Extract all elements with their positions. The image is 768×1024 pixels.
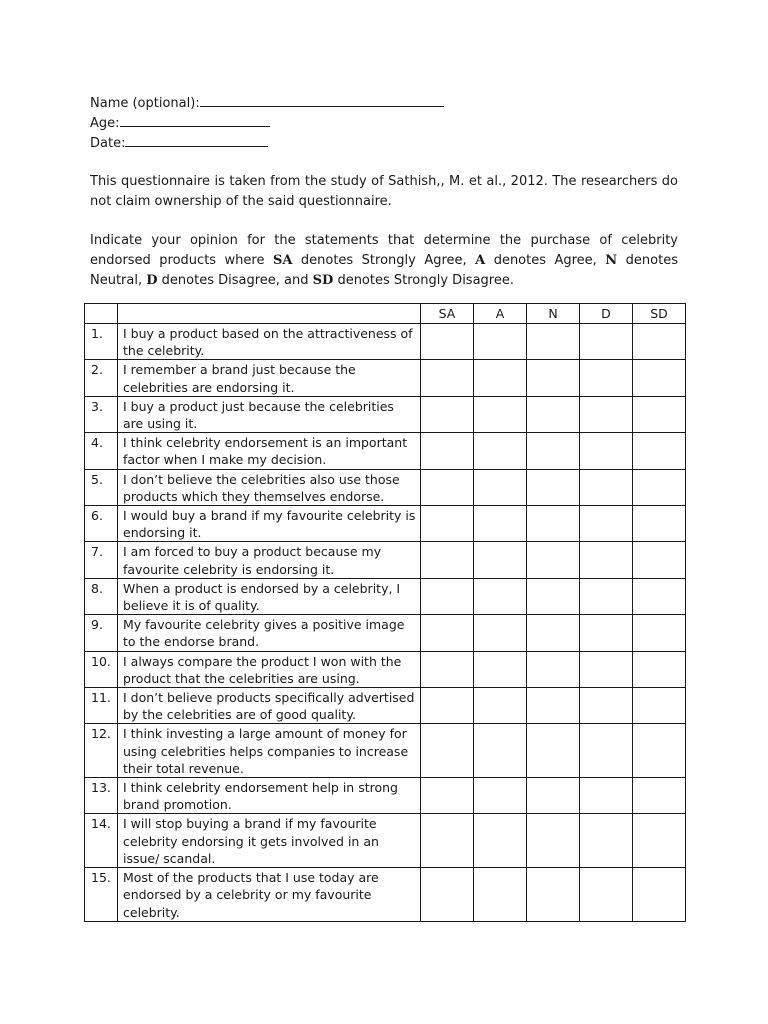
instructions-paragraph: [90, 231, 678, 291]
response-cell-sa[interactable]: [421, 542, 474, 578]
name-blank[interactable]: [200, 92, 444, 107]
statement-number: 12.: [85, 724, 118, 778]
column-header-sa: SA: [421, 304, 474, 324]
table-header-row: [85, 304, 686, 324]
response-cell-d[interactable]: [580, 724, 633, 778]
response-cell-sa[interactable]: [421, 868, 474, 922]
response-cell-sd[interactable]: [633, 360, 686, 396]
response-cell-a[interactable]: [474, 651, 527, 687]
table-row: [85, 688, 686, 724]
response-cell-a[interactable]: [474, 615, 527, 651]
response-cell-sd[interactable]: [633, 814, 686, 868]
statement-text: I don’t believe the celebrities also use those products which they themselves endorse.: [118, 469, 421, 505]
instruction-text: Indicate your opinion for the statements that determine the purchase of celebrity endorsed products where: [90, 233, 678, 268]
response-cell-a[interactable]: [474, 542, 527, 578]
date-blank[interactable]: [125, 132, 268, 147]
instruction-text: denotes Strongly Disagree.: [333, 273, 514, 288]
response-cell-n[interactable]: [527, 469, 580, 505]
column-header-n: N: [527, 304, 580, 324]
response-cell-sd[interactable]: [633, 542, 686, 578]
response-cell-n[interactable]: [527, 433, 580, 469]
abbreviation-bold: D: [146, 273, 158, 288]
response-cell-n[interactable]: [527, 506, 580, 542]
response-cell-d[interactable]: [580, 578, 633, 614]
response-cell-d[interactable]: [580, 469, 633, 505]
response-cell-n[interactable]: [527, 651, 580, 687]
statement-number: 13.: [85, 778, 118, 814]
response-cell-sa[interactable]: [421, 615, 474, 651]
response-cell-a[interactable]: [474, 868, 527, 922]
response-cell-a[interactable]: [474, 578, 527, 614]
response-cell-sa[interactable]: [421, 360, 474, 396]
statement-text: When a product is endorsed by a celebrity, I believe it is of quality.: [118, 578, 421, 614]
statement-number: 6.: [85, 506, 118, 542]
statement-number: 5.: [85, 469, 118, 505]
table-row: [85, 506, 686, 542]
column-header-d: D: [580, 304, 633, 324]
table-row: [85, 778, 686, 814]
statement-text: I buy a product just because the celebrities are using it.: [118, 396, 421, 432]
response-cell-n[interactable]: [527, 578, 580, 614]
response-cell-n[interactable]: [527, 542, 580, 578]
response-cell-sd[interactable]: [633, 324, 686, 360]
response-cell-d[interactable]: [580, 324, 633, 360]
response-cell-d[interactable]: [580, 433, 633, 469]
response-cell-d[interactable]: [580, 396, 633, 432]
response-cell-a[interactable]: [474, 469, 527, 505]
statement-text: I will stop buying a brand if my favourite celebrity endorsing it gets involved in an issue/ scandal.: [118, 814, 421, 868]
response-cell-sa[interactable]: [421, 433, 474, 469]
survey-table: [84, 303, 686, 922]
response-cell-d[interactable]: [580, 506, 633, 542]
date-field: [90, 132, 268, 154]
table-row: [85, 651, 686, 687]
response-cell-d[interactable]: [580, 360, 633, 396]
statement-number: 15.: [85, 868, 118, 922]
response-cell-sa[interactable]: [421, 651, 474, 687]
response-cell-a[interactable]: [474, 506, 527, 542]
response-cell-d[interactable]: [580, 778, 633, 814]
response-cell-sd[interactable]: [633, 688, 686, 724]
response-cell-sd[interactable]: [633, 651, 686, 687]
statement-number: 7.: [85, 542, 118, 578]
abbreviation-bold: SA: [272, 253, 293, 268]
response-cell-d[interactable]: [580, 615, 633, 651]
statement-number: 9.: [85, 615, 118, 651]
response-cell-d[interactable]: [580, 814, 633, 868]
response-cell-a[interactable]: [474, 724, 527, 778]
response-cell-sd[interactable]: [633, 868, 686, 922]
table-row: [85, 615, 686, 651]
response-cell-sa[interactable]: [421, 814, 474, 868]
response-cell-d[interactable]: [580, 868, 633, 922]
statement-number: 8.: [85, 578, 118, 614]
response-cell-n[interactable]: [527, 868, 580, 922]
name-field: [90, 92, 444, 114]
abbreviation-bold: SD: [312, 273, 334, 288]
instruction-text: denotes Agree,: [485, 253, 606, 268]
table-row: [85, 360, 686, 396]
table-row: [85, 724, 686, 778]
response-cell-sa[interactable]: [421, 724, 474, 778]
response-cell-sd[interactable]: [633, 778, 686, 814]
instruction-text: denotes Strongly Agree,: [292, 253, 476, 268]
statement-number: 11.: [85, 688, 118, 724]
abbreviation-bold: N: [605, 253, 618, 268]
response-cell-sa[interactable]: [421, 778, 474, 814]
statement-text: I buy a product based on the attractiveness of the celebrity.: [118, 324, 421, 360]
response-cell-n[interactable]: [527, 360, 580, 396]
response-cell-n[interactable]: [527, 396, 580, 432]
statement-text: I think investing a large amount of money for using celebrities helps companies to increase their total revenue.: [118, 724, 421, 778]
statement-text: I am forced to buy a product because my favourite celebrity is endorsing it.: [118, 542, 421, 578]
response-cell-sa[interactable]: [421, 469, 474, 505]
response-cell-sa[interactable]: [421, 506, 474, 542]
response-cell-sa[interactable]: [421, 578, 474, 614]
table-row: [85, 542, 686, 578]
response-cell-sa[interactable]: [421, 324, 474, 360]
response-cell-a[interactable]: [474, 688, 527, 724]
response-cell-d[interactable]: [580, 688, 633, 724]
statement-number: 1.: [85, 324, 118, 360]
age-field: [90, 112, 270, 134]
statement-text: I think celebrity endorsement help in strong brand promotion.: [118, 778, 421, 814]
response-cell-n[interactable]: [527, 324, 580, 360]
response-cell-sd[interactable]: [633, 578, 686, 614]
table-row: [85, 868, 686, 922]
response-cell-sd[interactable]: [633, 433, 686, 469]
statement-text: I always compare the product I won with the product that the celebrities are using.: [118, 651, 421, 687]
response-cell-a[interactable]: [474, 396, 527, 432]
number-header: [85, 304, 118, 324]
response-cell-sd[interactable]: [633, 396, 686, 432]
statement-number: 10.: [85, 651, 118, 687]
statement-number: 2.: [85, 360, 118, 396]
response-cell-n[interactable]: [527, 615, 580, 651]
response-cell-sd[interactable]: [633, 469, 686, 505]
statement-text: I think celebrity endorsement is an important factor when I make my decision.: [118, 433, 421, 469]
statement-number: 14.: [85, 814, 118, 868]
column-header-a: A: [474, 304, 527, 324]
response-cell-sd[interactable]: [633, 506, 686, 542]
name-label: Name (optional):: [90, 96, 200, 111]
abbreviation-bold: A: [475, 253, 486, 268]
response-cell-sa[interactable]: [421, 396, 474, 432]
table-row: [85, 433, 686, 469]
age-label: Age:: [90, 116, 120, 131]
table-row: [85, 396, 686, 432]
response-cell-a[interactable]: [474, 360, 527, 396]
response-cell-n[interactable]: [527, 688, 580, 724]
statement-text: I don’t believe products specifically advertised by the celebrities are of good quality.: [118, 688, 421, 724]
response-cell-d[interactable]: [580, 651, 633, 687]
column-header-sd: SD: [633, 304, 686, 324]
table-row: [85, 324, 686, 360]
statement-number: 3.: [85, 396, 118, 432]
response-cell-d[interactable]: [580, 542, 633, 578]
response-cell-sd[interactable]: [633, 724, 686, 778]
table-row: [85, 814, 686, 868]
statement-text: My favourite celebrity gives a positive image to the endorse brand.: [118, 615, 421, 651]
statement-number: 4.: [85, 433, 118, 469]
statement-text: Most of the products that I use today are endorsed by a celebrity or my favourite celebrity.: [118, 868, 421, 922]
response-cell-sd[interactable]: [633, 615, 686, 651]
table-row: [85, 578, 686, 614]
response-cell-n[interactable]: [527, 778, 580, 814]
response-cell-n[interactable]: [527, 814, 580, 868]
response-cell-a[interactable]: [474, 814, 527, 868]
age-blank[interactable]: [120, 112, 270, 127]
statement-header: [118, 304, 421, 324]
response-cell-a[interactable]: [474, 778, 527, 814]
instruction-text: denotes Neutral,: [90, 253, 678, 288]
response-cell-n[interactable]: [527, 724, 580, 778]
table-row: [85, 469, 686, 505]
response-cell-sa[interactable]: [421, 688, 474, 724]
statement-text: I remember a brand just because the celebrities are endorsing it.: [118, 360, 421, 396]
date-label: Date:: [90, 136, 126, 151]
response-cell-a[interactable]: [474, 433, 527, 469]
statement-text: I would buy a brand if my favourite celebrity is endorsing it.: [118, 506, 421, 542]
source-note: This questionnaire is taken from the study of Sathish,, M. et al., 2012. The researchers do not claim ownership of the said questionnaire.: [90, 174, 678, 209]
instruction-text: denotes Disagree, and: [157, 273, 313, 288]
response-cell-a[interactable]: [474, 324, 527, 360]
